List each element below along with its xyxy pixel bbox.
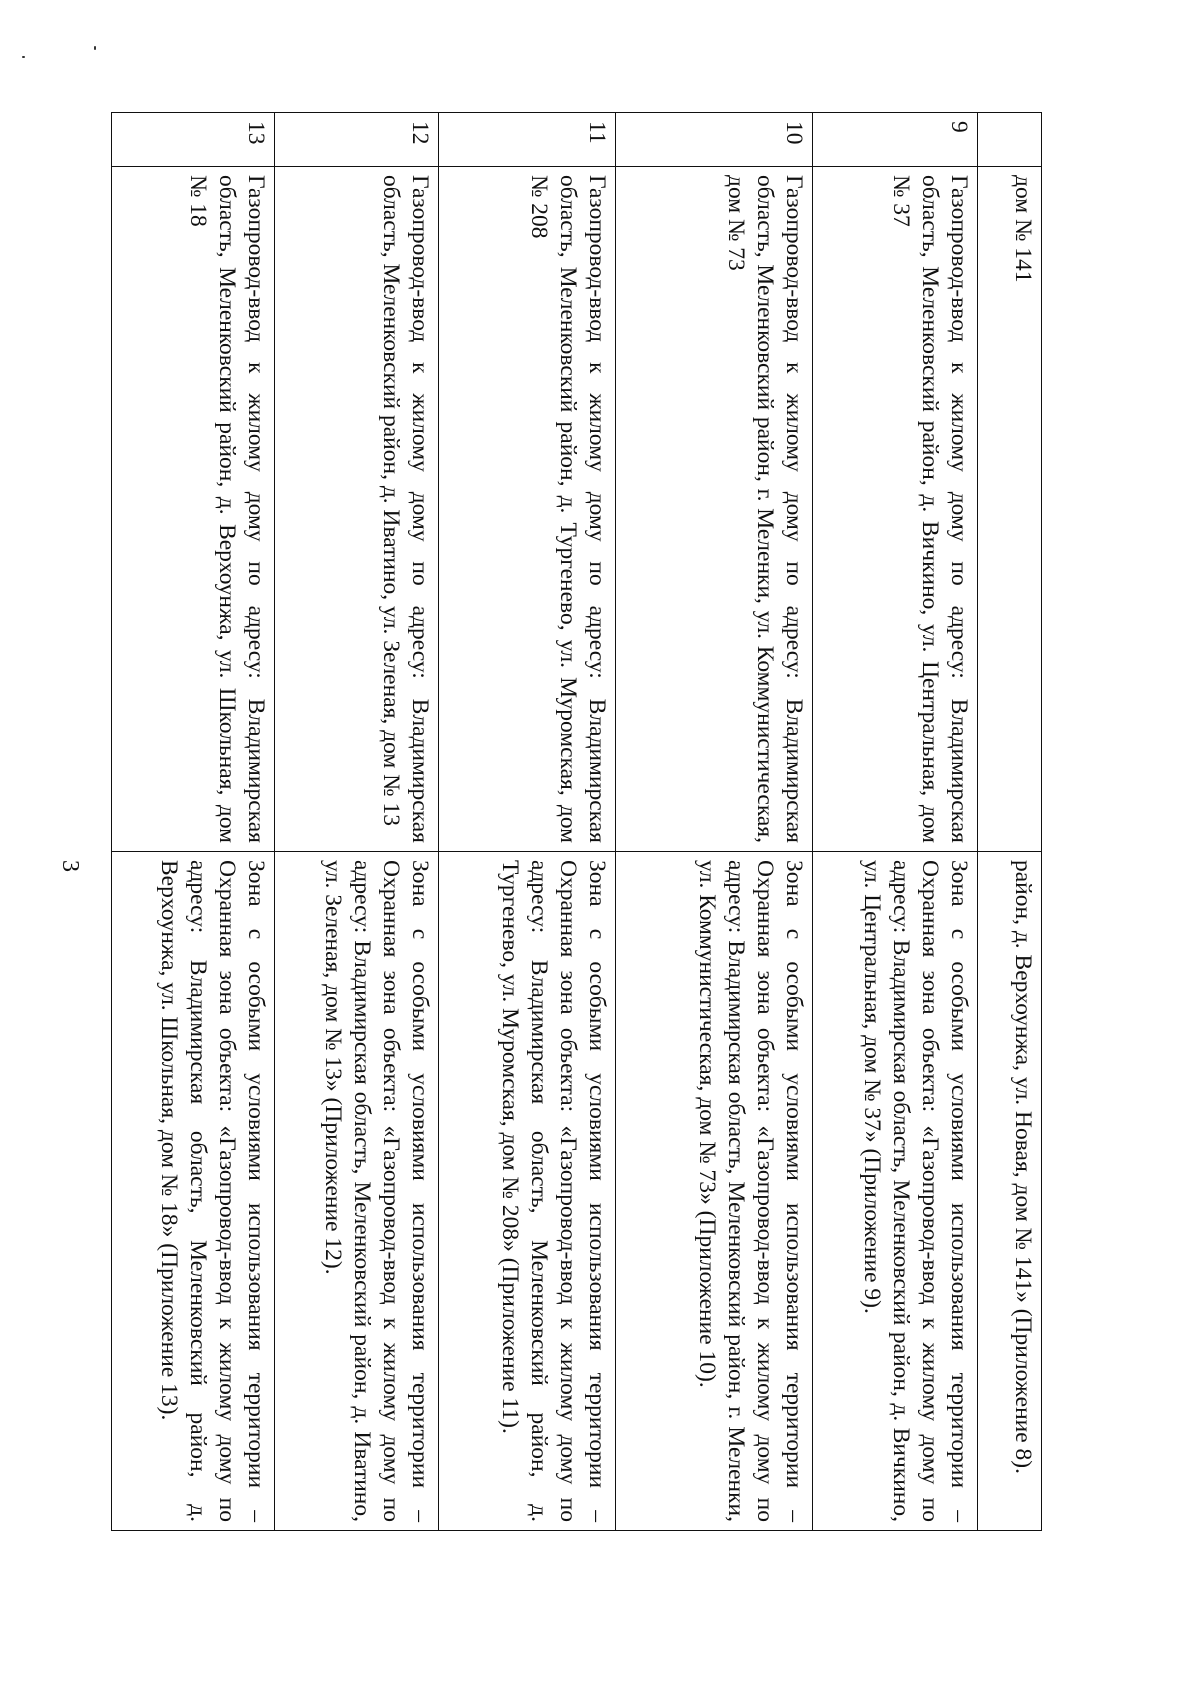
table-row	[615, 113, 812, 1531]
row-number-cell: 10	[615, 113, 812, 167]
row-number-cell	[978, 113, 1042, 167]
table-row	[438, 113, 615, 1531]
object-cell: Газопровод-ввод к жилому дому по адресу: Владимирская область, Меленковский район, д. Вичкино, ул. Центральная, дом № 37	[812, 167, 978, 852]
zone-cell: Зона с особыми условиями использования территории – Охранная зона объекта: «Газопровод-ввод к жилому дому по адресу: Владимирская область, Меленковский район, г. Меленки, ул. Коммунистическая, дом № 73» (Приложение 10).	[615, 852, 812, 1531]
object-cell: Газопровод-ввод к жилому дому по адресу: Владимирская область, Меленковский район, д. Тургенево, ул. Муромская, дом № 208	[438, 167, 615, 852]
object-cell: дом № 141	[978, 167, 1042, 852]
object-cell: Газопровод-ввод к жилому дому по адресу: Владимирская область, Меленковский район, д. Верхоунжа, ул. Школьная, дом № 18	[112, 167, 275, 852]
table-row	[275, 113, 438, 1531]
row-number-cell: 13	[112, 113, 275, 167]
object-cell: Газопровод-ввод к жилому дому по адресу: Владимирская область, Меленковский район, д. Иватино, ул. Зеленая, дом № 13	[275, 167, 438, 852]
zone-cell: Зона с особыми условиями использования территории – Охранная зона объекта: «Газопровод-ввод к жилому дому по адресу: Владимирская область, Меленковский район, д. Вичкино, ул. Центральная, дом № 37» (Приложение 9).	[812, 852, 978, 1531]
row-number-cell: 11	[438, 113, 615, 167]
zone-cell: Зона с особыми условиями использования территории – Охранная зона объекта: «Газопровод-ввод к жилому дому по адресу: Владимирская область, Меленковский район, д. Иватино, ул. Зеленая, дом № 13» (Приложение 12).	[275, 852, 438, 1531]
zone-cell: район, д. Верхоунжа, ул. Новая, дом № 141» (Приложение 8).	[978, 852, 1042, 1531]
row-number-cell: 12	[275, 113, 438, 167]
rotated-table-container	[111, 112, 1042, 1530]
protection-zones-table	[111, 112, 1042, 1531]
scan-speck	[22, 56, 25, 58]
table-row	[812, 113, 978, 1531]
page-number: 3	[57, 860, 83, 872]
zone-cell: Зона с особыми условиями использования территории – Охранная зона объекта: «Газопровод-ввод к жилому дому по адресу: Владимирская область, Меленковский район, д. Верхоунжа, ул. Школьная, дом № 18» (Приложение 13).	[112, 852, 275, 1531]
row-number-cell: 9	[812, 113, 978, 167]
table-row	[112, 113, 275, 1531]
zone-cell: Зона с особыми условиями использования территории – Охранная зона объекта: «Газопровод-ввод к жилому дому по адресу: Владимирская область, Меленковский район, д. Тургенево, ул. Муромская, дом № 208» (Приложение 11).	[438, 852, 615, 1531]
object-cell: Газопровод-ввод к жилому дому по адресу: Владимирская область, Меленковский район, г. Меленки, ул. Коммунистическая, дом № 73	[615, 167, 812, 852]
scan-speck	[94, 46, 96, 50]
table-row	[978, 113, 1042, 1531]
